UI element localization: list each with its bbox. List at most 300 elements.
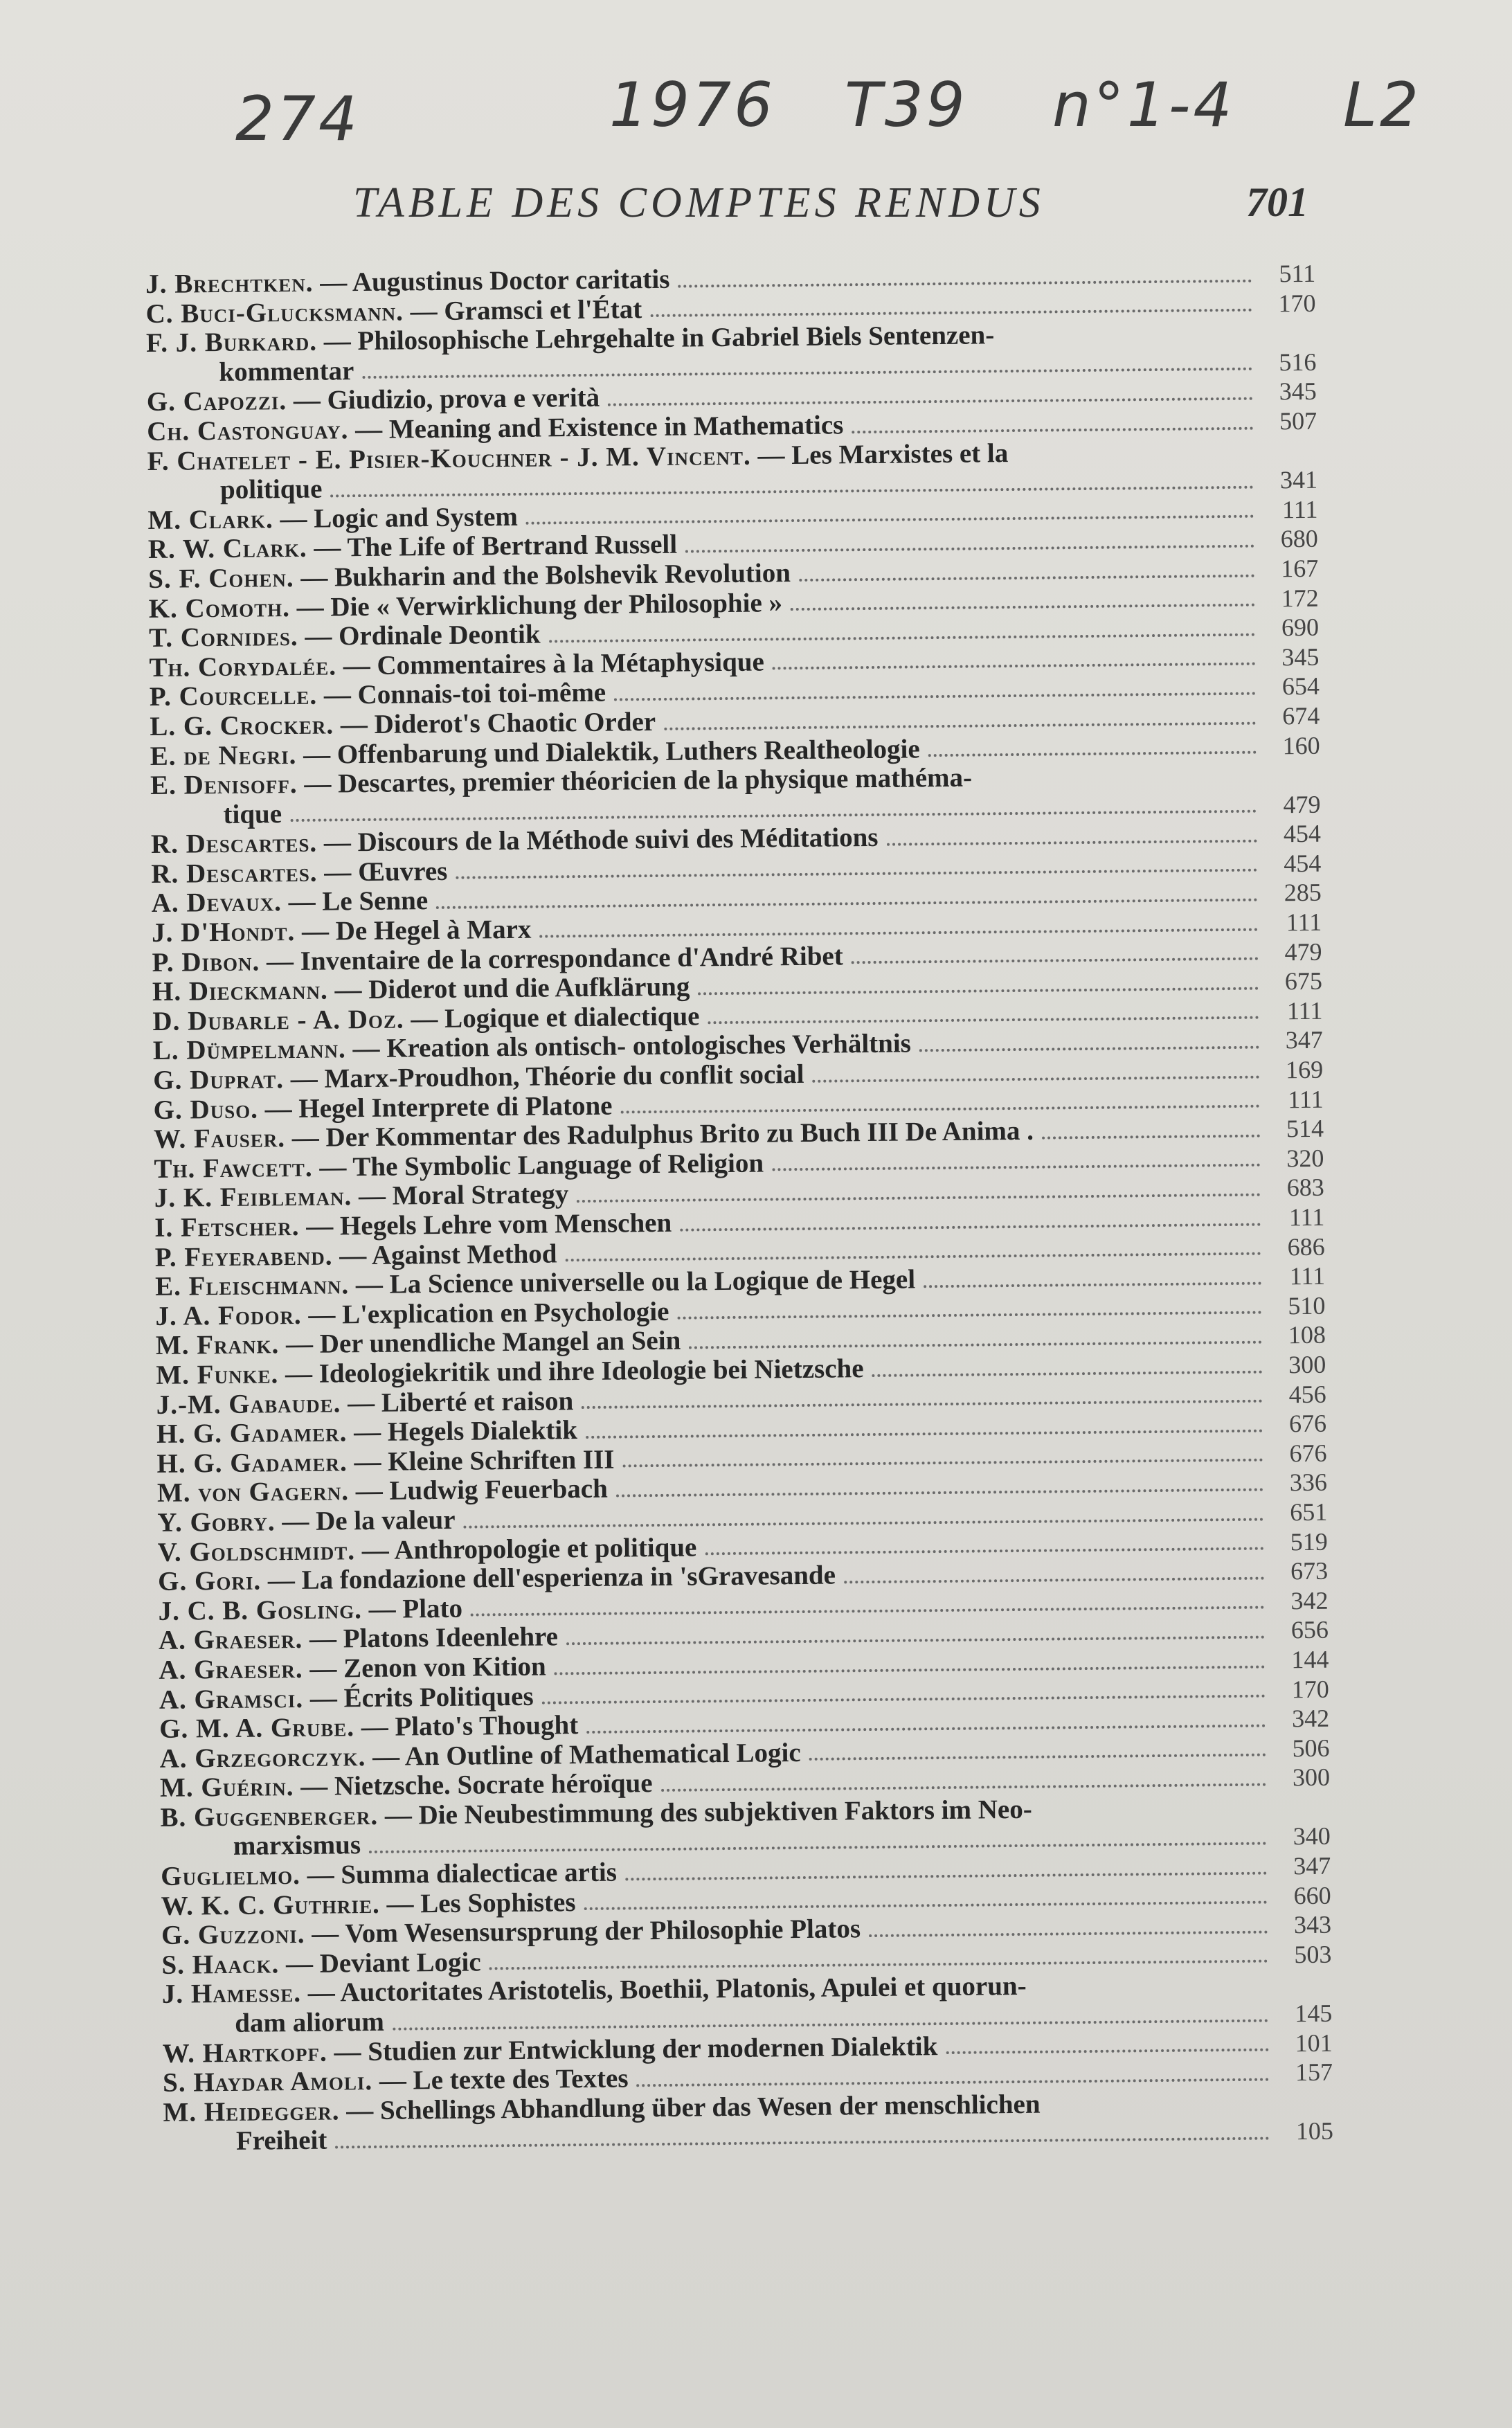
entry-title: Auctoritates Aristotelis, Boethii, Platonis, Apulei et quorun- (340, 1971, 1027, 2008)
entry-page: 686 (1287, 1232, 1325, 1261)
entry-title: Les Marxistes et la (791, 438, 1009, 470)
entry-author: R. Descartes. (150, 827, 318, 860)
entry-title: Le Senne (322, 885, 429, 917)
dot-leader (577, 1194, 1261, 1203)
entry-title: tique (223, 798, 282, 829)
entry-text: Th. Corydalée. — Commentaires à la Métaphysique (149, 647, 765, 683)
entry-title: Commentaires à la Métaphysique (377, 647, 765, 681)
entry-title: Ideologiekritik und ihre Ideologie bei Nietzsche (318, 1354, 864, 1389)
entry-page: 675 (1284, 966, 1323, 996)
dot-leader (566, 1252, 1261, 1262)
entry-page: 111 (1286, 996, 1323, 1025)
entry-author: Th. Fawcett. (154, 1152, 313, 1184)
entry-text: M. Heidegger. — Schellings Abhandlung über das Wesen der menschlichen (163, 2089, 1041, 2128)
dot-leader (464, 1518, 1264, 1528)
entry-title: Freiheit (235, 2125, 327, 2157)
dot-leader (844, 1576, 1264, 1583)
entry-text: F. Chatelet - E. Pisier-Kouchner - J. M. Vincent. — Les Marxistes et la (147, 438, 1009, 476)
entry-author: I. Fetscher. (154, 1211, 300, 1243)
handwritten-annotation (235, 55, 1454, 159)
entry-title: Giudizio, prova e verità (327, 383, 600, 415)
entry-author: P. Feyerabend. (154, 1241, 333, 1273)
entry-page: 454 (1283, 820, 1322, 848)
entry-text: P. Feyerabend. — Against Method (154, 1238, 557, 1273)
entry-title: Inventaire de la correspondance d'André Ribet (300, 941, 843, 976)
entry-text: M. Clark. — Logic and System (147, 501, 519, 535)
entry-page: 680 (1280, 525, 1318, 553)
dot-leader (549, 633, 1255, 642)
entry-text (163, 2126, 327, 2157)
entry-title: Liberté et raison (381, 1385, 574, 1418)
hw-number: 274 (235, 83, 360, 154)
entry-title: Hegel Interprete di Platone (298, 1090, 613, 1124)
entry-page: 690 (1281, 613, 1320, 642)
entry-page: 285 (1284, 879, 1322, 907)
entry-page: 170 (1291, 1675, 1329, 1703)
hw-issues: n°1-4 (1052, 69, 1235, 141)
entry-author: R. W. Clark. (147, 533, 307, 565)
entry-text: R. W. Clark. — The Life of Bertrand Russell (147, 529, 678, 565)
entry-page: 157 (1295, 2058, 1333, 2087)
dot-leader (698, 987, 1259, 995)
dot-leader (852, 957, 1259, 964)
entry-page: 111 (1281, 495, 1318, 524)
entry-text: W. K. C. Guthrie. — Les Sophistes (161, 1887, 576, 1921)
entry-page: 506 (1292, 1734, 1330, 1762)
dot-leader (677, 1311, 1261, 1320)
entry-author: T. Cornides. (148, 622, 298, 654)
entry-author: J. Hamesse. (161, 1978, 302, 2010)
entry-title: De Hegel à Marx (335, 914, 532, 946)
dot-leader (678, 279, 1252, 287)
entry-title: Meaning and Existence in Mathematics (388, 410, 844, 444)
entry-title: De la valeur (315, 1504, 456, 1536)
hw-mark: L2 (1343, 69, 1422, 141)
entry-title: Moral Strategy (392, 1179, 569, 1212)
entry-title: Diderot und die Aufklärung (368, 971, 690, 1005)
dot-leader (869, 1930, 1268, 1937)
dot-leader (586, 1429, 1263, 1438)
entry-text: E. Fleischmann. — La Science universelle ou la Logique de Hegel (154, 1264, 916, 1302)
entry-title: Vom Wesensursprung der Philosophie Platos (345, 1914, 861, 1949)
entry-author: M. Funke. (156, 1359, 279, 1390)
entry-page: 341 (1279, 465, 1318, 494)
entry-text: D. Dubarle - A. Doz. — Logique et dialectique (152, 1001, 700, 1036)
entry-page: 345 (1281, 642, 1320, 671)
entry-title: Deviant Logic (319, 1947, 481, 1979)
entry-page: 105 (1295, 2117, 1334, 2146)
dot-leader (614, 692, 1256, 701)
entry-page: 111 (1286, 908, 1322, 937)
dot-leader (680, 1223, 1261, 1231)
entry-title: Le texte des Textes (413, 2063, 629, 2096)
entry-author: G. Duprat. (153, 1064, 285, 1095)
entry-author: P. Courcelle. (149, 680, 318, 712)
dot-leader (555, 1665, 1266, 1675)
entry-text: A. Graeser. — Platons Ideenlehre (158, 1621, 559, 1656)
dot-leader (526, 515, 1254, 525)
entry-text: G. Duso. — Hegel Interprete di Platone (153, 1090, 613, 1125)
entry-page: 503 (1294, 1940, 1332, 1969)
entry-page: 510 (1288, 1291, 1326, 1320)
entry-text: S. F. Cohen. — Bukharin and the Bolshevik Revolution (148, 558, 791, 594)
entry-page: 172 (1281, 584, 1319, 612)
dot-leader (456, 869, 1257, 879)
entry-page: 170 (1278, 289, 1316, 317)
dot-leader (708, 1016, 1259, 1025)
entry-author: K. Comoth. (148, 592, 291, 624)
entry-author: H. G. Gadamer. (156, 1417, 348, 1450)
entry-text: S. Haack. — Deviant Logic (161, 1947, 481, 1980)
entry-title: Summa dialecticae artis (341, 1857, 618, 1890)
entry-text: W. Hartkopf. — Studien zur Entwicklung der modernen Dialektik (162, 2031, 938, 2069)
dot-leader (689, 1341, 1262, 1349)
page-title: TABLE DES COMPTES RENDUS (353, 179, 1045, 226)
entry-title: dam aliorum (235, 2006, 385, 2038)
entry-author: Guglielmo. (161, 1860, 301, 1891)
dot-leader (924, 1282, 1261, 1288)
entry-author: V. Goldschmidt. (157, 1535, 356, 1567)
page-number: 701 (1246, 179, 1308, 225)
entry-page: 660 (1293, 1881, 1331, 1909)
dot-leader (928, 751, 1257, 757)
entry-text: A. Grzegorczyk. — An Outline of Mathematical Logic (159, 1737, 801, 1774)
dot-leader (625, 1871, 1267, 1880)
entry-title: Philosophische Lehrgehalte in Gabriel Biels Sentenzen- (357, 320, 995, 357)
entry-author: W. K. C. Guthrie. (161, 1889, 380, 1921)
entry-title: Offenbarung und Dialektik, Luthers Realtheologie (336, 733, 920, 769)
entry-page: 651 (1290, 1498, 1328, 1527)
entry-author: F. Chatelet - E. Pisier-Kouchner - J. M. Vincent. (147, 440, 751, 476)
entry-author: L. G. Crocker. (150, 710, 334, 741)
reviews-index (145, 259, 1333, 2157)
entry-text: R. Descartes. — Discours de la Méthode suivi des Méditations (150, 822, 879, 860)
entry-title: Ludwig Feuerbach (389, 1474, 609, 1507)
entry-page: 336 (1289, 1468, 1328, 1497)
dot-leader (436, 899, 1258, 909)
entry-author: M. Heidegger. (163, 2096, 340, 2128)
entry-page: 454 (1284, 849, 1322, 878)
entry-page: 111 (1288, 1085, 1324, 1113)
entry-page: 676 (1289, 1439, 1327, 1467)
dot-leader (791, 604, 1255, 611)
entry-text (147, 475, 323, 506)
entry-author: Th. Corydalée. (149, 651, 337, 683)
entry-page: 342 (1290, 1586, 1329, 1615)
entry-title: Descartes, premier théoricien de la physique mathéma- (337, 762, 973, 799)
dot-leader (773, 663, 1256, 670)
entry-text: V. Goldschmidt. — Anthropologie et politique (157, 1531, 697, 1567)
entry-text: R. Descartes. — Œuvres (151, 856, 448, 889)
hw-year: 1976 (609, 69, 775, 141)
entry-author: J. Brechtken. (145, 267, 314, 299)
entry-title: Der Kommentar des Radulphus Brito zu Buch III De Anima . (325, 1115, 1034, 1153)
entry-page: 514 (1286, 1114, 1324, 1143)
entry-author: L. Dümpelmann. (152, 1034, 346, 1066)
entry-text: M. Funke. — Ideologiekritik und ihre Ideologie bei Nietzsche (156, 1354, 864, 1390)
dot-leader (809, 1754, 1266, 1761)
entry-author: W. Fauser. (153, 1123, 286, 1155)
entry-title: Die Neubestimmung des subjektiven Faktors im Neo- (418, 1794, 1032, 1831)
entry-text (146, 357, 354, 388)
entry-text: J. Hamesse. — Auctoritates Aristotelis, Boethii, Platonis, Apulei et quorun- (161, 1971, 1027, 2010)
entry-page: 511 (1279, 259, 1316, 288)
hw-volume: T39 (845, 69, 968, 141)
entry-author: A. Grzegorczyk. (159, 1741, 366, 1774)
entry-page: 347 (1293, 1851, 1331, 1880)
entry-author: R. Descartes. (151, 857, 318, 889)
dot-leader (661, 1783, 1266, 1791)
dot-leader (539, 928, 1258, 937)
entry-text: J. C. B. Gosling. — Plato (158, 1593, 463, 1626)
entry-title: Platons Ideenlehre (343, 1621, 559, 1654)
entry-text: A. Graeser. — Zenon von Kition (159, 1651, 546, 1685)
entry-page: 456 (1288, 1380, 1326, 1408)
entry-text: C. Buci-Glucksmann. — Gramsci et l'État (145, 294, 642, 329)
dot-leader (582, 1400, 1263, 1409)
entry-text: M. von Gagern. — Ludwig Feuerbach (156, 1474, 609, 1509)
dot-leader (946, 2049, 1268, 2054)
entry-author: Ch. Castonguay. (147, 415, 349, 447)
entry-text: H. G. Gadamer. — Hegels Dialektik (156, 1415, 578, 1450)
entry-text: J.-M. Gabaude. — Liberté et raison (156, 1385, 574, 1420)
entry-title: Against Method (371, 1238, 557, 1270)
entry-title: Logique et dialectique (444, 1001, 700, 1034)
dot-leader (586, 1724, 1266, 1733)
entry-page: 674 (1282, 701, 1320, 730)
entry-text: Y. Gobry. — De la valeur (157, 1504, 456, 1538)
entry-author: M. Frank. (155, 1329, 280, 1361)
entry-text: Guglielmo. — Summa dialecticae artis (161, 1857, 618, 1891)
entry-title: kommentar (219, 355, 354, 387)
dot-leader (330, 485, 1254, 497)
entry-page: 340 (1293, 1822, 1331, 1851)
entry-page: 519 (1290, 1527, 1328, 1556)
entry-title: Gramsci et l'État (444, 294, 642, 326)
entry-page: 160 (1282, 731, 1320, 759)
entry-text: J. A. Fodor. — L'explication en Psychologie (155, 1296, 669, 1331)
entry-text (162, 2008, 384, 2040)
dot-leader (650, 309, 1252, 317)
entry-title: Œuvres (357, 856, 448, 887)
entry-page: 676 (1288, 1409, 1327, 1438)
dot-leader (489, 1960, 1268, 1970)
entry-title: Nietzsche. Socrate héroïque (334, 1768, 653, 1801)
entry-title: Studien zur Entwicklung der modernen Dialektik (368, 2031, 938, 2067)
entry-page: 656 (1290, 1615, 1329, 1644)
entry-text: B. Guggenberger. — Die Neubestimmung des subjektiven Faktors im Neo- (160, 1794, 1032, 1833)
entry-title: Logic and System (313, 501, 519, 534)
dot-leader (919, 1046, 1259, 1052)
entry-title: Bukharin and the Bolshevik Revolution (334, 558, 791, 593)
dot-leader (705, 1547, 1263, 1556)
dot-leader (799, 574, 1254, 581)
entry-author: G. Gori. (157, 1565, 262, 1597)
dot-leader (664, 721, 1256, 730)
entry-text: H. G. Gadamer. — Kleine Schriften III (156, 1444, 615, 1479)
entry-author: E. de Negri. (150, 739, 297, 771)
entry-title: Écrits Politiques (343, 1681, 534, 1713)
entry-text: M. Frank. — Der unendliche Mangel an Sein (155, 1326, 681, 1361)
entry-title: The Life of Bertrand Russell (347, 529, 678, 563)
entry-author: S. Haydar Amoli. (162, 2066, 373, 2098)
entry-title: Kreation als ontisch- ontologisches Verhältnis (386, 1028, 912, 1064)
entry-text: T. Cornides. — Ordinale Deontik (148, 619, 541, 654)
dot-leader (290, 810, 1257, 822)
entry-author: W. Hartkopf. (162, 2037, 327, 2069)
entry-page: 342 (1291, 1704, 1330, 1733)
entry-author: S. F. Cohen. (148, 562, 294, 594)
entry-text (161, 1831, 361, 1862)
entry-title: Die « Verwirklichung der Philosophie » (330, 587, 783, 622)
entry-page: 108 (1288, 1321, 1326, 1349)
dot-leader (887, 839, 1257, 845)
dot-leader (471, 1606, 1265, 1617)
entry-text: P. Courcelle. — Connais-toi toi-même (149, 677, 606, 712)
dot-leader (335, 2137, 1270, 2149)
entry-author: F. J. Burkard. (145, 326, 318, 359)
entry-text: W. Fauser. — Der Kommentar des Radulphus Brito zu Buch III De Anima . (153, 1115, 1034, 1155)
entry-text: G. Capozzi. — Giudizio, prova e verità (146, 383, 600, 417)
entry-author: P. Dibon. (152, 946, 260, 978)
dot-leader (637, 2078, 1270, 2087)
entry-text: E. de Negri. — Offenbarung und Dialektik, Luthers Realtheologie (150, 733, 920, 771)
entry-page: 300 (1288, 1350, 1326, 1379)
entry-author: A. Graeser. (159, 1653, 303, 1685)
entry-text: S. Haydar Amoli. — Le texte des Textes (162, 2063, 629, 2098)
entry-author: S. Haack. (161, 1949, 280, 1980)
entry-title: Connais-toi toi-même (357, 677, 606, 710)
dot-leader (584, 1901, 1268, 1910)
entry-text: M. Guérin. — Nietzsche. Socrate héroïque (159, 1768, 653, 1804)
dot-leader (852, 426, 1253, 433)
entry-author: J. A. Fodor. (155, 1300, 302, 1331)
entry-title: The Symbolic Language of Religion (352, 1148, 764, 1182)
entry-author: J.-M. Gabaude. (156, 1387, 341, 1420)
entry-title: Hegels Lehre vom Menschen (339, 1207, 672, 1241)
entry-title: La Science universelle ou la Logique de Hegel (389, 1264, 916, 1300)
entry-title: Schellings Abhandlung über das Wesen der menschlichen (379, 2089, 1041, 2125)
entry-title: Les Sophistes (420, 1887, 576, 1918)
entry-author: G. Duso. (153, 1094, 259, 1125)
dot-leader (621, 1105, 1260, 1114)
entry-text: Th. Fawcett. — The Symbolic Language of Religion (154, 1148, 764, 1184)
entry-text: P. Dibon. — Inventaire de la correspondance d'André Ribet (152, 941, 843, 978)
entry-title: Zenon von Kition (343, 1651, 546, 1684)
entry-author: E. Denisoff. (150, 769, 298, 801)
entry-page: 167 (1281, 554, 1319, 583)
entry-title: politique (219, 474, 323, 505)
entry-page: 320 (1286, 1144, 1324, 1173)
entry-title: Hegels Dialektik (387, 1415, 578, 1447)
entry-title: Ordinale Deontik (338, 619, 541, 651)
entry-author: H. G. Gadamer. (156, 1447, 348, 1479)
dot-leader (772, 1164, 1260, 1171)
entry-page: 111 (1289, 1261, 1326, 1291)
entry-author: D. Dubarle - A. Doz. (152, 1004, 404, 1036)
entry-page: 673 (1290, 1556, 1329, 1585)
entry-text: Ch. Castonguay. — Meaning and Existence in Mathematics (147, 410, 844, 447)
entry-page: 111 (1288, 1203, 1325, 1232)
entry-author: Y. Gobry. (157, 1507, 276, 1538)
entry-page: 145 (1295, 1999, 1333, 2028)
entry-page: 144 (1291, 1645, 1329, 1674)
dot-leader (566, 1635, 1265, 1645)
entry-author: G. Guzzoni. (161, 1919, 305, 1951)
dot-leader (616, 1489, 1263, 1498)
entry-author: J. D'Hondt. (151, 917, 296, 948)
entry-page: 345 (1279, 377, 1317, 406)
entry-author: G. Capozzi. (146, 386, 287, 417)
entry-page: 300 (1292, 1763, 1331, 1792)
entry-text: L. G. Crocker. — Diderot's Chaotic Order (150, 706, 656, 741)
entry-author: C. Buci-Glucksmann. (145, 296, 404, 329)
entry-title: Marx-Proudhon, Théorie du conflit social (324, 1059, 804, 1094)
dot-leader (393, 2019, 1268, 2030)
dot-leader (1042, 1134, 1260, 1139)
entry-title: Augustinus Doctor caritatis (352, 264, 670, 298)
entry-text: E. Denisoff. — Descartes, premier théoricien de la physique mathéma- (150, 762, 973, 801)
page-header (353, 179, 1308, 241)
dot-leader (608, 397, 1253, 406)
entry-author: J. K. Feibleman. (154, 1181, 352, 1214)
entry-title: La fondazione dell'esperienza in 'sGravesande (301, 1560, 836, 1596)
entry-author: G. M. A. Grube. (159, 1712, 355, 1744)
dot-leader (685, 545, 1254, 553)
entry-title: Discours de la Méthode suivi des Méditations (357, 822, 879, 858)
entry-text: G. Gori. — La fondazione dell'esperienza in 'sGravesande (157, 1560, 836, 1597)
entry-page: 169 (1285, 1055, 1324, 1084)
entry-author: A. Graeser. (158, 1624, 303, 1656)
entry-title: Kleine Schriften III (388, 1444, 615, 1477)
entry-title: An Outline of Mathematical Logic (404, 1737, 801, 1772)
entry-title: Diderot's Chaotic Order (374, 706, 656, 739)
entry-text: G. M. A. Grube. — Plato's Thought (159, 1710, 579, 1744)
entry-text: F. J. Burkard. — Philosophische Lehrgehalte in Gabriel Biels Sentenzen- (145, 320, 995, 359)
entry-text: H. Dieckmann. — Diderot und die Aufklärung (152, 971, 690, 1007)
entry-title: Anthropologie et politique (394, 1531, 697, 1565)
entry-author: M. von Gagern. (156, 1476, 350, 1509)
entry-text: K. Comoth. — Die « Verwirklichung der Philosophie » (148, 587, 783, 624)
dot-leader (369, 1842, 1267, 1853)
entry-text (150, 800, 282, 830)
entry-page: 479 (1284, 937, 1322, 966)
entry-page: 516 (1279, 348, 1317, 377)
entry-page: 654 (1281, 672, 1320, 701)
entry-author: B. Guggenberger. (160, 1800, 379, 1833)
entry-text: L. Dümpelmann. — Kreation als ontisch- ontologisches Verhältnis (152, 1028, 912, 1066)
dot-leader (813, 1075, 1260, 1082)
entry-title: Der unendliche Mangel an Sein (319, 1326, 681, 1360)
entry-text: A. Gramsci. — Écrits Politiques (159, 1681, 534, 1715)
entry-page: 683 (1286, 1173, 1324, 1202)
entry-title: L'explication en Psychologie (341, 1296, 669, 1330)
entry-title: Plato's Thought (395, 1710, 579, 1742)
entry-text: J. K. Feibleman. — Moral Strategy (154, 1179, 569, 1214)
entry-title: Plato (402, 1593, 463, 1624)
entry-author: E. Fleischmann. (154, 1270, 350, 1302)
entry-text: I. Fetscher. — Hegels Lehre vom Menschen (154, 1207, 672, 1243)
entry-author: A. Devaux. (151, 887, 282, 919)
entry-author: M. Guérin. (159, 1772, 294, 1804)
dot-leader (623, 1459, 1263, 1468)
entry-page: 507 (1279, 406, 1317, 435)
entry-author: A. Gramsci. (159, 1683, 304, 1715)
entry-text: G. Duprat. — Marx-Proudhon, Théorie du conflit social (153, 1059, 804, 1095)
entry-text: A. Devaux. — Le Senne (151, 885, 429, 919)
dot-leader (362, 368, 1252, 379)
entry-page: 101 (1295, 2029, 1333, 2057)
